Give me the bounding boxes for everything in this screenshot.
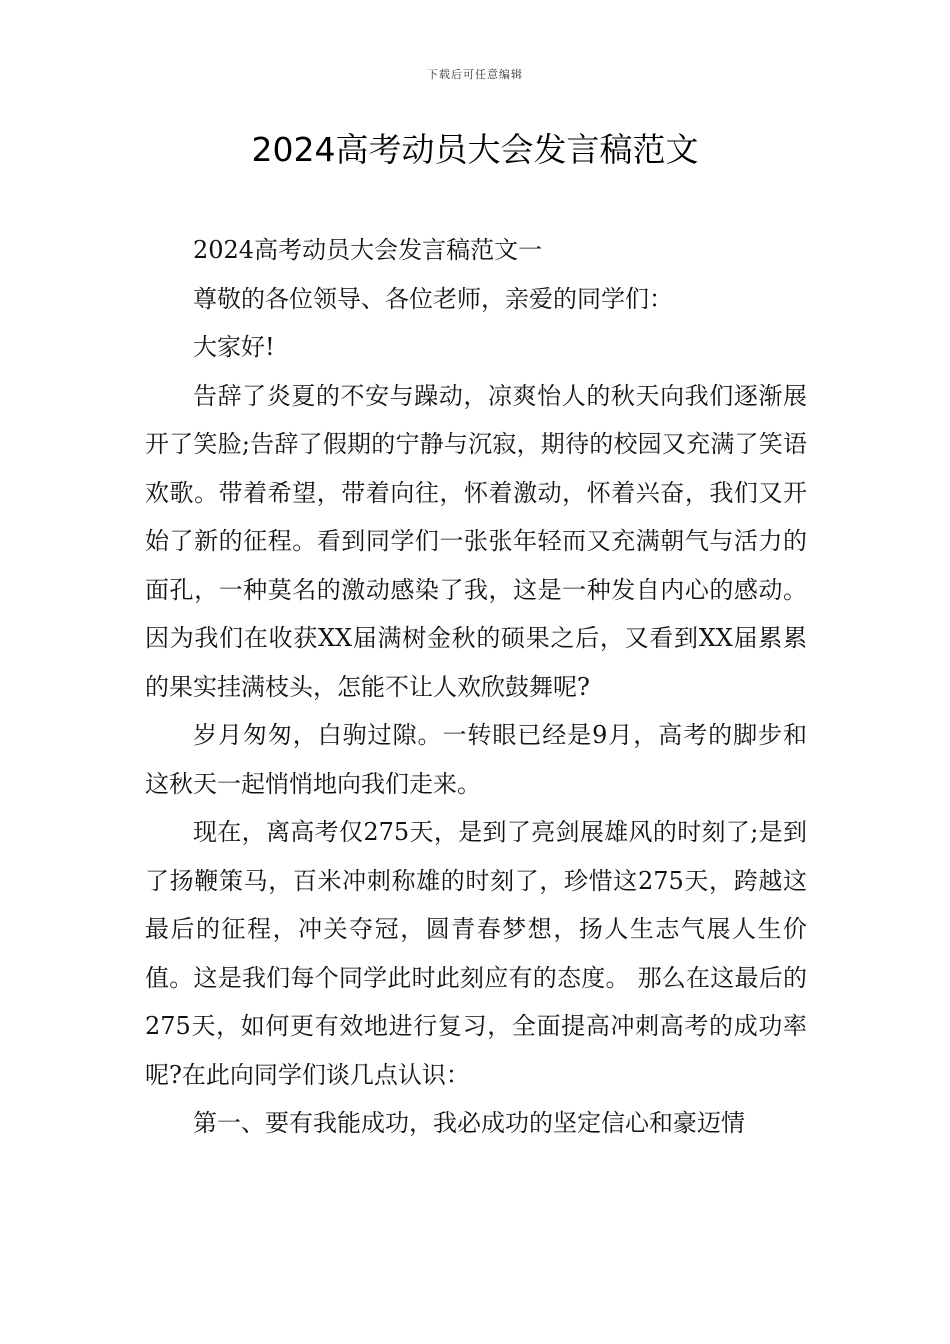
body-paragraph: 岁月匆匆，白驹过隙。一转眼已经是9月，高考的脚步和这秋天一起悄悄地向我们走来。 <box>145 721 807 798</box>
body-paragraph: 第一、要有我能成功，我必成功的坚定信心和豪迈情 <box>193 1109 745 1137</box>
body-paragraph: 告辞了炎夏的不安与躁动，凉爽怡人的秋天向我们逐渐展开了笑脸;告辞了假期的宁静与沉寂，期待的校园又充满了笑语欢歌。带着希望，带着向往，怀着激动，怀着兴奋，我们又开始了新的征程。看到同学们一张张年轻而又充满朝气与活力的面孔，一种莫名的激动感染了我，这是一种发自内心的感动。因为我们在收获XX届满树金秋的硕果之后，又看到XX届累累的果实挂满枝头，怎能不让人欢欣鼓舞呢? <box>145 381 807 701</box>
body-paragraph: 现在，离高考仅275天，是到了亮剑展雄风的时刻了;是到了扬鞭策马，百米冲刺称雄的时刻了，珍惜这275天，跨越这最后的征程，冲关夺冠，圆青春梦想，扬人生志气展人生价值。这是我们每个同学此时此刻应有的态度。 那么在这最后的275天，如何更有效地进行复习，全面提高冲刺高考的成功率呢?在此向同学们谈几点认识： <box>145 818 807 1089</box>
page-title: 2024高考动员大会发言稿范文 <box>251 130 699 169</box>
header-note: 下载后可任意编辑 <box>427 68 523 81</box>
document-body <box>145 226 807 1148</box>
subtitle-paragraph: 2024高考动员大会发言稿范文一 <box>193 236 543 264</box>
salutation-paragraph: 尊敬的各位领导、各位老师，亲爱的同学们： <box>193 284 673 313</box>
greeting-paragraph: 大家好! <box>193 333 275 361</box>
